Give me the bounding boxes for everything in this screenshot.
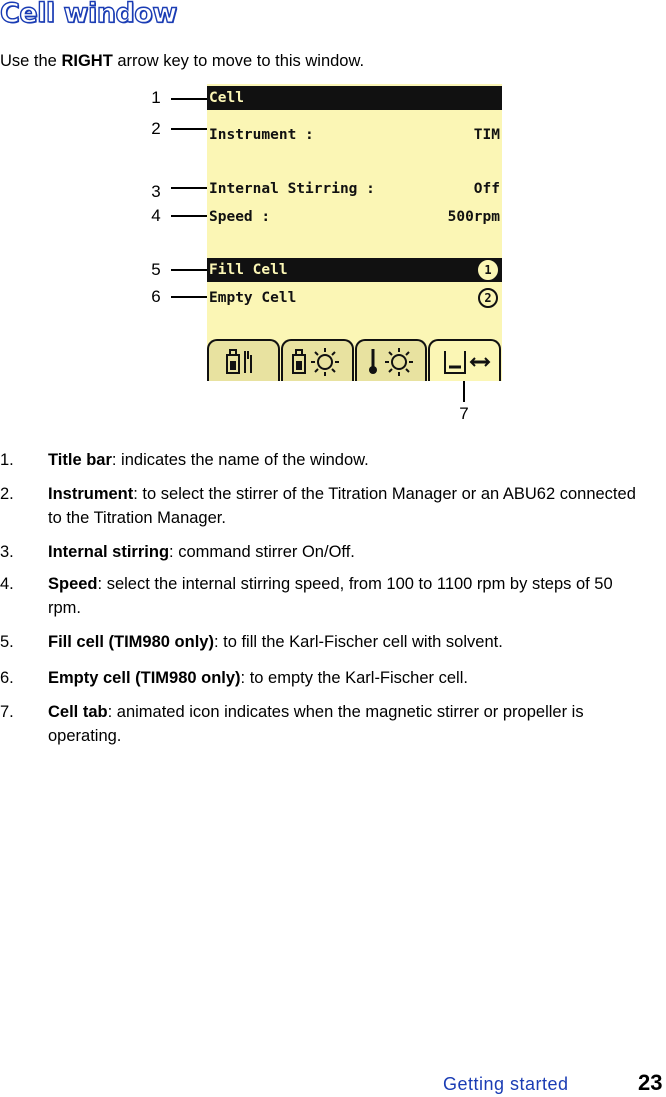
page-number: 23 (638, 1070, 663, 1095)
callout-3: 3 (151, 182, 161, 201)
screen-speed-row[interactable]: Speed : 500rpm (209, 209, 500, 225)
callout-line-1 (171, 98, 207, 100)
screen-tab-bar (207, 339, 502, 381)
page-title: Cell window (0, 0, 177, 29)
callout-6: 6 (151, 287, 161, 306)
callout-line-5 (171, 269, 207, 271)
callout-line-2 (171, 128, 207, 130)
callout-2: 2 (151, 119, 161, 138)
bottle-sun-icon (287, 345, 347, 377)
beaker-stirrer-icon (435, 345, 495, 377)
screen-instrument-row[interactable]: Instrument : TIM (209, 127, 500, 143)
screen-stirring-row[interactable]: Internal Stirring : Off (209, 181, 500, 197)
tab-cell[interactable] (428, 339, 501, 381)
callout-line-3 (171, 187, 207, 189)
bottle-burette-icon (215, 345, 271, 377)
tab-reagent[interactable] (207, 339, 280, 381)
intro-text: Use the RIGHT arrow key to move to this window. (0, 52, 365, 70)
key-name: RIGHT (61, 52, 113, 70)
tab-temperature[interactable] (355, 339, 428, 381)
callout-5: 5 (151, 260, 161, 279)
screen-fill-cell-row[interactable]: Fill Cell 1 (207, 258, 502, 282)
callout-4: 4 (151, 206, 161, 225)
callout-1: 1 (151, 88, 161, 107)
screen-title-bar: Cell (207, 86, 502, 110)
callout-line-4 (171, 215, 207, 217)
footer-section-label: Getting started (443, 1074, 569, 1094)
cell-window-screen (207, 84, 502, 381)
callout-7: 7 (459, 404, 469, 423)
screen-empty-cell-row[interactable]: Empty Cell 2 (207, 286, 502, 310)
thermometer-sun-icon (361, 345, 421, 377)
callout-line-7 (463, 380, 465, 402)
tab-reagent-sun[interactable] (281, 339, 354, 381)
callout-line-6 (171, 296, 207, 298)
circled-two-icon: 2 (478, 288, 498, 308)
circled-one-icon: 1 (478, 260, 498, 280)
